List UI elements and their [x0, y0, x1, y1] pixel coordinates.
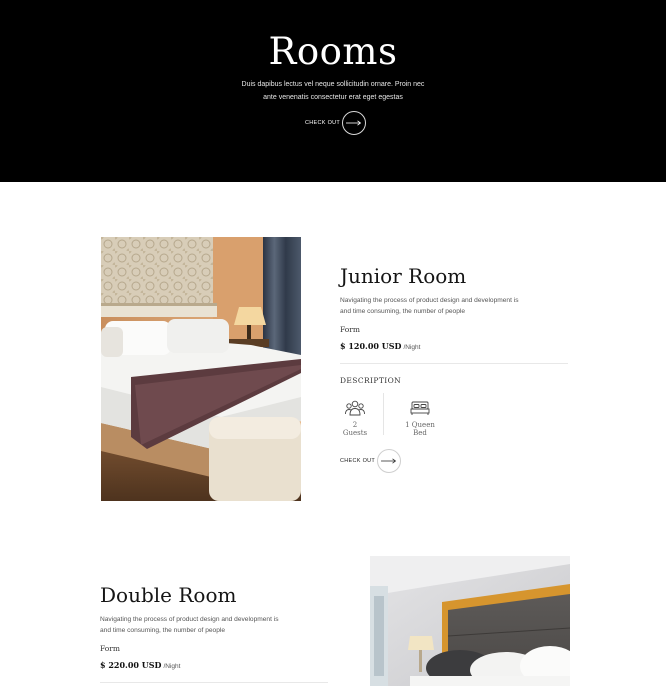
room-description-line: Navigating the process of product design and development is: [100, 616, 279, 623]
room-description-line: and time consuming, the number of people: [340, 308, 465, 315]
room-title: Double Room: [100, 583, 237, 607]
page-title: Rooms: [268, 30, 398, 73]
price-amount: $ 220.00 USD: [100, 660, 162, 670]
amenity-guests: [340, 400, 370, 437]
room-description-line: Navigating the process of product design and development is: [340, 297, 519, 304]
arrow-right-icon: [377, 449, 401, 473]
bed-icon: [398, 400, 442, 418]
hero-subtitle: [0, 78, 666, 104]
hero-subtitle-line: Duis dapibus lectus vel neque sollicitudin ornare. Proin nec: [241, 81, 425, 88]
hero-section: [0, 0, 666, 182]
room-check-out-button[interactable]: [340, 449, 401, 473]
price-amount: $ 120.00 USD: [340, 341, 402, 351]
room-check-out-label: CHECK OUT: [340, 458, 376, 464]
hero-subtitle-line: ante venenatis consectetur erat eget egestas: [263, 94, 403, 101]
price-from-label: Form: [100, 644, 121, 653]
room-description: [340, 295, 540, 317]
room-price: [100, 660, 180, 670]
room-title: Junior Room: [340, 264, 467, 288]
divider: [340, 363, 568, 364]
amenity-bed: [398, 400, 442, 437]
double-room-photo: [370, 556, 570, 686]
arrow-right-icon: [342, 111, 366, 135]
amenity-divider: [383, 393, 384, 435]
amenity-label: 2 Guests: [342, 421, 368, 437]
price-per-night: /Night: [163, 663, 181, 670]
divider: [100, 682, 328, 683]
room-description: [100, 614, 300, 636]
description-heading: DESCRIPTION: [340, 376, 402, 385]
junior-room-photo: [101, 237, 301, 501]
price-from-label: Form: [340, 325, 361, 334]
hero-check-out-button[interactable]: [305, 111, 366, 135]
hero-check-out-label: CHECK OUT: [305, 120, 341, 126]
room-description-line: and time consuming, the number of people: [100, 627, 225, 634]
guests-icon: [340, 400, 370, 418]
room-price: [340, 341, 420, 351]
amenity-label: 1 Queen Bed: [405, 421, 435, 437]
price-per-night: /Night: [403, 344, 421, 351]
